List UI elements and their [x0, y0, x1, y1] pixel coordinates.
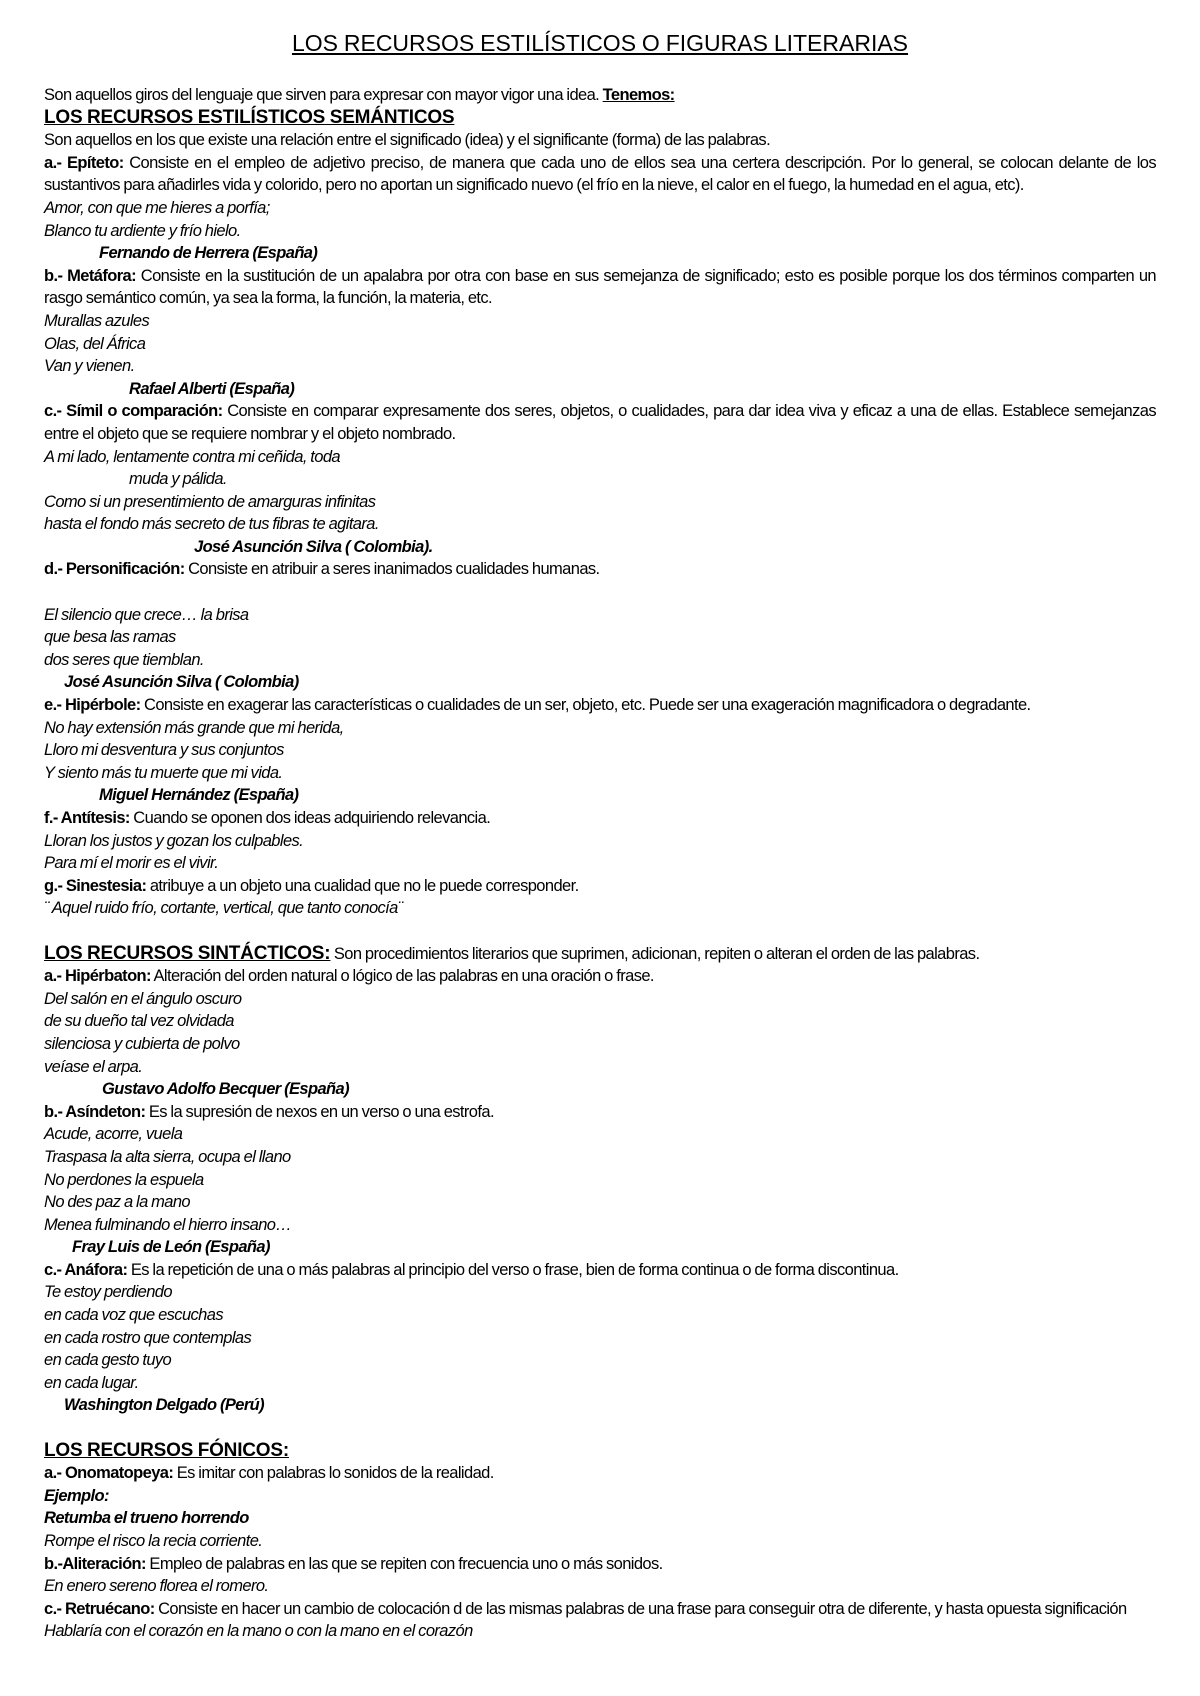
- asindeton-definition: [44, 1101, 1156, 1124]
- hiperbaton-verse: veíase el arpa.: [44, 1057, 143, 1076]
- onomatopeya-ejemplo: Ejemplo:: [44, 1486, 109, 1505]
- anafora-verse: en cada rostro que contemplas: [44, 1328, 252, 1347]
- retruecano-term: c.- Retruécano:: [44, 1599, 155, 1618]
- hiperbaton-definition: [44, 965, 1156, 988]
- personificacion-verse: El silencio que crece… la brisa: [44, 605, 249, 624]
- simil-term: c.- Símil o comparación:: [44, 402, 223, 421]
- section-heading-sintacticos: LOS RECURSOS SINTÁCTICOS:: [44, 942, 331, 964]
- onomatopeya-term: a.- Onomatopeya:: [44, 1464, 174, 1483]
- asindeton-author: Fray Luis de León (España): [72, 1238, 270, 1257]
- metafora-author: Rafael Alberti (España): [129, 379, 295, 398]
- retruecano-def: Consiste en hacer un cambio de colocación d de las mismas palabras de una frase para conseguir otra de diferente, y hasta opuesta significación: [154, 1599, 1127, 1618]
- spacer: [44, 1417, 1156, 1440]
- onomatopeya-def: Es imitar con palabras lo sonidos de la realidad.: [173, 1464, 494, 1483]
- anafora-def: Es la repetición de una o más palabras al principio del verso o frase, bien de forma continua o de forma discontinua.: [127, 1260, 899, 1279]
- asindeton-def: Es la supresión de nexos en un verso o una estrofa.: [145, 1102, 494, 1121]
- epiteto-term: a.- Epíteto:: [44, 153, 124, 172]
- personificacion-verse: que besa las ramas: [44, 628, 176, 647]
- epiteto-verse: Amor, con que me hieres a porfía;: [44, 198, 270, 217]
- onomatopeya-definition: [44, 1462, 1156, 1485]
- epiteto-verse: Blanco tu ardiente y frío hielo.: [44, 221, 241, 240]
- intro-tenemos: Tenemos:: [602, 86, 675, 104]
- hiperbole-definition: [44, 694, 1156, 717]
- sinestesia-def: atribuye a un objeto una cualidad que no le puede corresponder.: [146, 876, 579, 895]
- antitesis-term: f.- Antítesis:: [44, 809, 130, 827]
- simil-verse: hasta el fondo más secreto de tus fibras te agitara.: [44, 515, 379, 534]
- simil-author: José Asunción Silva ( Colombia).: [194, 537, 433, 556]
- personificacion-definition: [44, 558, 1156, 581]
- section-heading-semanticos: LOS RECURSOS ESTILÍSTICOS SEMÁNTICOS: [44, 106, 455, 128]
- hiperbaton-verse: de su dueño tal vez olvidada: [44, 1012, 234, 1031]
- personificacion-verse: dos seres que tiemblan.: [44, 650, 204, 669]
- personificacion-def: Consiste en atribuir a seres inanimados cualidades humanas.: [184, 560, 600, 579]
- antitesis-def: Cuando se oponen dos ideas adquiriendo relevancia.: [129, 809, 491, 827]
- aliteracion-term: b.-Aliteración:: [44, 1554, 146, 1573]
- hiperbole-verse: Y siento más tu muerte que mi vida.: [44, 763, 283, 782]
- anafora-verse: en cada gesto tuyo: [44, 1351, 172, 1370]
- intro-text: Son aquellos giros del lenguaje que sirven para expresar con mayor vigor una idea.: [44, 86, 603, 104]
- asindeton-term: b.- Asíndeton:: [44, 1102, 146, 1121]
- anafora-definition: [44, 1259, 1156, 1282]
- sinestesia-definition: [44, 875, 1156, 898]
- onomatopeya-verse-bold: Retumba el trueno horrendo: [44, 1509, 249, 1528]
- sintacticos-desc: Son procedimientos literarios que suprimen, adicionan, repiten o alteran el orden de las palabras.: [330, 944, 980, 963]
- epiteto-author: Fernando de Herrera (España): [99, 244, 318, 263]
- section-heading-fonicos: LOS RECURSOS FÓNICOS:: [44, 1439, 289, 1461]
- hiperbaton-def: Alteración del orden natural o lógico de las palabras en una oración o frase.: [150, 967, 654, 986]
- epiteto-def: Consiste en el empleo de adjetivo preciso, de manera que cada uno de ellos sea una certera descripción. Por lo general, se colocan delante de los sustantivos para añadirles vida y colorido, pero no aportan un significado nuevo (el frío en la nieve, el calor en el fuego, la humedad en el agua, etc).: [44, 153, 1156, 195]
- hiperbole-author: Miguel Hernández (España): [99, 786, 299, 805]
- personificacion-term: d.- Personificación:: [44, 560, 185, 579]
- simil-def: Consiste en comparar expresamente dos seres, objetos, o cualidades, para dar idea viva y eficaz a una de ellas. Establece semejanzas entre el objeto que se requiere nombrar y el objeto nombrado.: [44, 402, 1156, 443]
- metafora-verse: Murallas azules: [44, 311, 150, 330]
- antitesis-definition: [44, 807, 1156, 830]
- metafora-verse: Olas, del África: [44, 334, 146, 353]
- anafora-verse: en cada lugar.: [44, 1373, 139, 1392]
- simil-definition: [44, 400, 1156, 445]
- antitesis-verse: Para mí el morir es el vivir.: [44, 854, 219, 873]
- hiperbaton-term: a.- Hipérbaton:: [44, 967, 151, 986]
- simil-verse: muda y pálida.: [129, 470, 227, 489]
- sinestesia-verse: ¨ Aquel ruido frío, cortante, vertical, que tanto conocía¨: [44, 899, 403, 918]
- asindeton-verse: Menea fulminando el hierro insano…: [44, 1215, 292, 1234]
- anafora-author: Washington Delgado (Perú): [64, 1396, 265, 1415]
- page-title: LOS RECURSOS ESTILÍSTICOS O FIGURAS LITERARIAS: [291, 30, 909, 56]
- simil-verse: A mi lado, lentamente contra mi ceñida, toda: [44, 447, 340, 466]
- retruecano-verse: Hablaría con el corazón en la mano o con la mano en el corazón: [44, 1622, 473, 1641]
- spacer: [44, 920, 1156, 943]
- semanticos-desc: Son aquellos en los que existe una relación entre el significado (idea) y el significante (forma) de las palabras.: [44, 131, 771, 150]
- hiperbole-term: e.- Hipérbole:: [44, 696, 141, 715]
- spacer: [44, 581, 1156, 604]
- simil-verse: Como si un presentimiento de amarguras infinitas: [44, 492, 376, 511]
- hiperbole-verse: No hay extensión más grande que mi herida,: [44, 718, 344, 737]
- metafora-def: Consiste en la sustitución de un apalabra por otra con base en sus semejanza de significado; esto es posible porque los dos términos comparten un rasgo semántico común, ya sea la forma, la función, la materia, etc.: [44, 266, 1157, 308]
- sintacticos-intro: [44, 943, 1156, 966]
- aliteracion-definition: [44, 1553, 1156, 1576]
- sinestesia-term: g.- Sinestesia:: [44, 876, 147, 895]
- aliteracion-def: Empleo de palabras en las que se repiten con frecuencia uno o más sonidos.: [145, 1554, 663, 1573]
- asindeton-verse: No perdones la espuela: [44, 1170, 204, 1189]
- aliteracion-verse: En enero sereno florea el romero.: [44, 1577, 269, 1596]
- anafora-verse: Te estoy perdiendo: [44, 1283, 172, 1302]
- hiperbaton-verse: Del salón en el ángulo oscuro: [44, 989, 242, 1008]
- hiperbaton-verse: silenciosa y cubierta de polvo: [44, 1034, 240, 1053]
- hiperbole-verse: Lloro mi desventura y sus conjuntos: [44, 741, 284, 760]
- epiteto-definition: [44, 152, 1156, 197]
- anafora-term: c.- Anáfora:: [44, 1260, 128, 1279]
- personificacion-author: José Asunción Silva ( Colombia): [64, 673, 299, 692]
- metafora-term: b.- Metáfora:: [44, 266, 136, 285]
- anafora-verse: en cada voz que escuchas: [44, 1306, 223, 1325]
- antitesis-verse: Lloran los justos y gozan los culpables.: [44, 831, 304, 850]
- hiperbaton-author: Gustavo Adolfo Becquer (España): [102, 1080, 349, 1099]
- asindeton-verse: No des paz a la mano: [44, 1193, 191, 1212]
- hiperbole-def: Consiste en exagerar las características o cualidades de un ser, objeto, etc. Puede ser una exageración magnificadora o degradante.: [140, 696, 1031, 715]
- metafora-verse: Van y vienen.: [44, 357, 135, 376]
- metafora-definition: [44, 265, 1156, 310]
- onomatopeya-verse: Rompe el risco la recia corriente.: [44, 1532, 263, 1550]
- intro-paragraph: [44, 84, 1156, 107]
- asindeton-verse: Traspasa la alta sierra, ocupa el llano: [44, 1147, 291, 1166]
- asindeton-verse: Acude, acorre, vuela: [44, 1125, 183, 1144]
- retruecano-definition: [44, 1598, 1156, 1621]
